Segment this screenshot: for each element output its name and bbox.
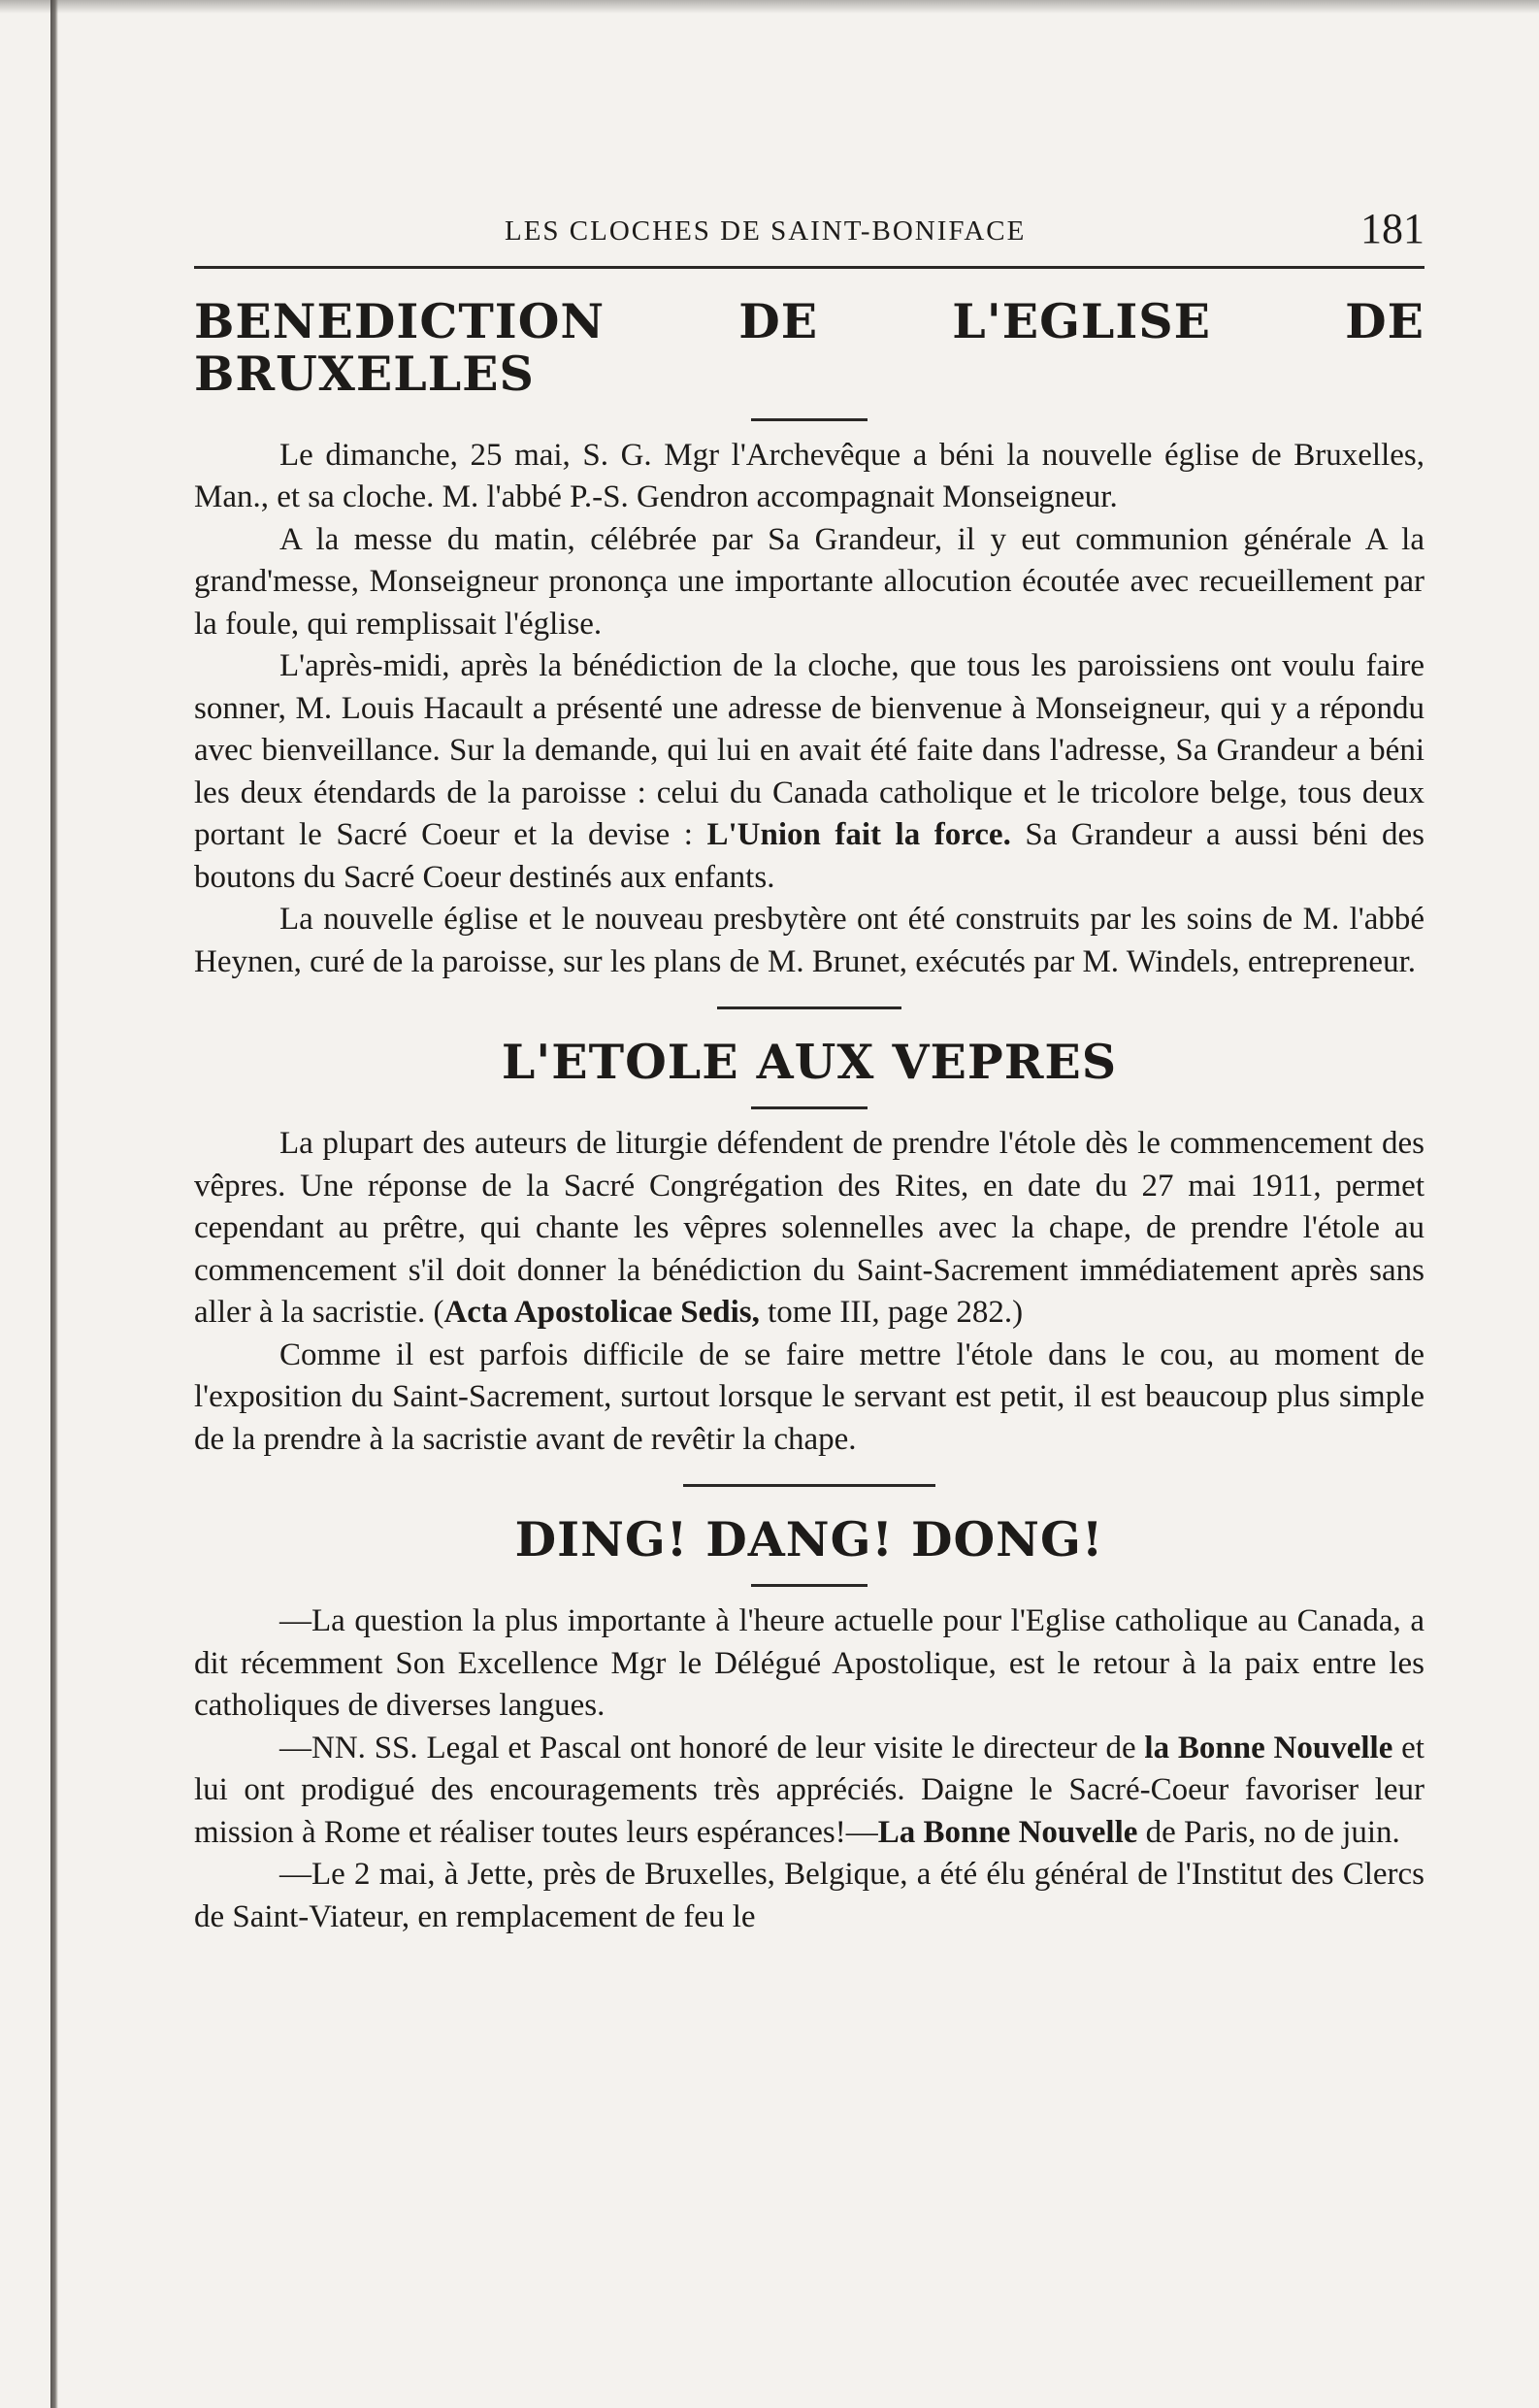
- section-divider: [683, 1484, 935, 1487]
- paragraph: [194, 645, 1424, 899]
- paragraph: [194, 1728, 1424, 1855]
- section-benediction: [194, 293, 1424, 983]
- section-body: [194, 435, 1424, 984]
- text-run: Le dimanche, 25 mai, S. G. Mgr l'Archevêque a béni la nouvelle église de Bruxelles, Man., et sa cloche. M. l'abbé P.-S. Gendron accompagnait Monseigneur.: [194, 437, 1424, 515]
- text-run: Comme il est parfois difficile de se faire mettre l'étole dans le cou, au moment de l'exposition du Saint-Sacrement, surtout lorsque le servant est petit, il est beaucoup plus simple de la prendre à la sacristie avant de revêtir la chape.: [194, 1336, 1424, 1457]
- emphasis-text: L'Union fait la force.: [706, 817, 1011, 853]
- page-edge-shadow: [0, 0, 1539, 14]
- section-title: L'ETOLE AUX VEPRES: [501, 1034, 1118, 1091]
- text-run: A la messe du matin, célébrée par Sa Grandeur, il y eut communion générale A la grand'messe, Monseigneur prononça une importante allocution écoutée avec recueillement par la foule, qui remplissait l'église.: [194, 521, 1424, 642]
- running-head: [194, 194, 1424, 262]
- title-rule: [751, 418, 868, 421]
- emphasis-text: Acta Apostolicae Sedis,: [443, 1295, 760, 1331]
- emphasis-text: la Bonne Nouvelle: [1144, 1730, 1393, 1765]
- section-body: [194, 1600, 1424, 1938]
- section-body: [194, 1123, 1424, 1461]
- title-rule: [751, 1584, 868, 1587]
- section-ding-dang-dong: [194, 1484, 1424, 1938]
- paragraph: [194, 899, 1424, 983]
- binding-edge: [50, 0, 58, 2408]
- text-run: L'après-midi, après la bénédiction de la cloche, que tous les paroissiens ont voulu faire sonner, M. Louis Hacault a présenté une adresse de bienvenue à Monseigneur, qui y a répondu avec bienveillance. Sur la demande, qui lui en avait été faite dans l'adresse, Sa Grandeur a béni les deux étendards de la paroisse : celui du Canada catholique et le tricolore belge, tous deux portant le Sacré Coeur et la devise :: [194, 648, 1424, 853]
- text-run: tome III, page 282.): [759, 1295, 1024, 1331]
- text-run: et lui ont prodigué des encouragements très appréciés. Daigne le Sacré-Coeur favoriser leur mission à Rome et réaliser toutes leurs espérances!—: [194, 1730, 1424, 1850]
- text-run: Sa Grandeur a aussi béni des boutons du Sacré Coeur destinés aux enfants.: [194, 817, 1424, 895]
- document-page: [194, 194, 1424, 1938]
- text-run: —La question la plus importante à l'heure actuelle pour l'Eglise catholique au Canada, a dit récemment Son Excellence Mgr le Délégué Apostolique, est le retour à la paix entre les catholiques de diverses langues.: [194, 1603, 1424, 1724]
- paragraph: [194, 1335, 1424, 1462]
- section-etole: [194, 1006, 1424, 1461]
- text-run: —Le 2 mai, à Jette, près de Bruxelles, Belgique, a été élu général de l'Institut des Clercs de Saint-Viateur, en remplacement de feu le: [194, 1857, 1424, 1934]
- emphasis-text: La Bonne Nouvelle: [877, 1814, 1138, 1850]
- paragraph: [194, 1600, 1424, 1728]
- text-run: La plupart des auteurs de liturgie défendent de prendre l'étole dès le commencement des vêpres. Une réponse de la Sacré Congrégation des Rites, en date du 27 mai 1911, permet cependant au prêtre, qui chante les vêpres solennelles avec la chape, de prendre l'étole au commencement s'il doit donner la bénédiction du Saint-Sacrement immédiatement après sans aller à la sacristie. (: [194, 1126, 1424, 1331]
- page-number: 181: [1360, 205, 1424, 252]
- section-divider: [717, 1006, 901, 1009]
- paragraph: [194, 435, 1424, 519]
- section-title: DING! DANG! DONG!: [514, 1511, 1104, 1568]
- section-title: BENEDICTION DE L'EGLISE DE BRUXELLES: [194, 293, 1424, 402]
- running-title: LES CLOCHES DE SAINT-BONIFACE: [505, 215, 1027, 247]
- title-rule: [751, 1106, 868, 1109]
- header-rule: [194, 266, 1424, 269]
- text-run: —NN. SS. Legal et Pascal ont honoré de leur visite le directeur de: [279, 1730, 1145, 1765]
- paragraph: [194, 1123, 1424, 1335]
- paragraph: [194, 519, 1424, 646]
- paragraph: [194, 1854, 1424, 1938]
- text-run: La nouvelle église et le nouveau presbytère ont été construits par les soins de M. l'abbé Heynen, curé de la paroisse, sur les plans de M. Brunet, exécutés par M. Windels, entrepreneur.: [194, 902, 1424, 979]
- text-run: de Paris, no de juin.: [1137, 1814, 1400, 1850]
